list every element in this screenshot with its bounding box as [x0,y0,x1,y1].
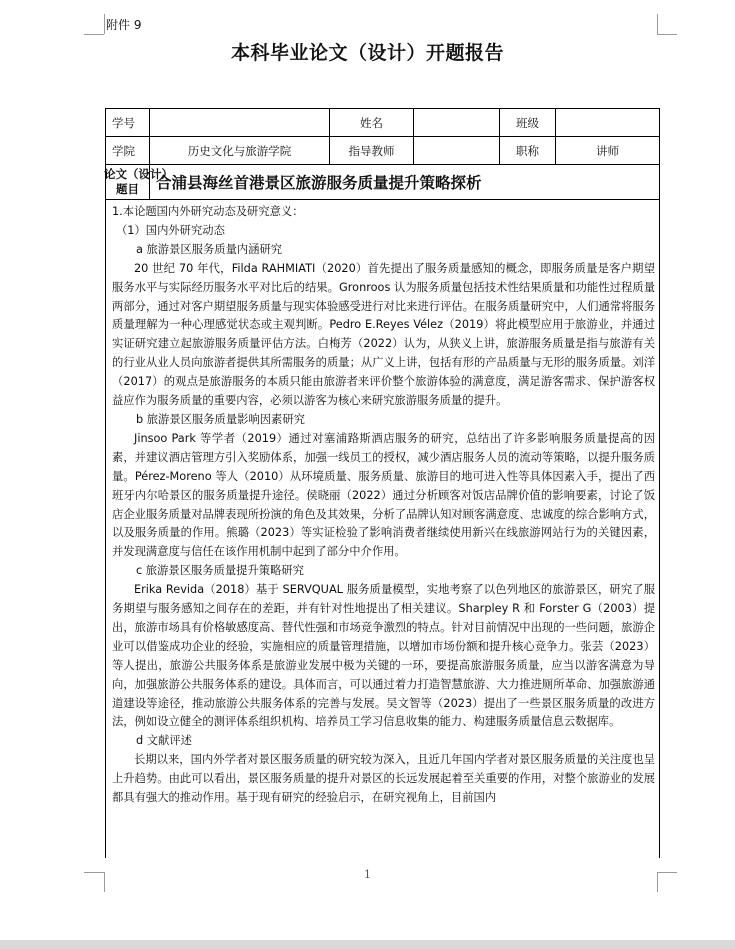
student-id-label: 学号 [106,109,150,137]
topic-label-line1: 论文（设计） [104,167,173,181]
advisor-value[interactable] [414,137,500,165]
name-value[interactable] [414,109,500,137]
attachment-label: 附件 9 [106,18,142,32]
class-label: 班级 [500,109,556,137]
topic-label-line2: 题目 [116,182,139,196]
advisor-label: 指导教师 [330,137,414,165]
research-content [106,199,659,808]
table-row [106,109,660,137]
paragraph-b: Jinsoo Park 等学者（2019）通过对塞浦路斯酒店服务的研究，总结出了许多影响服务质量提高的因素，并建议酒店管理方引入奖励体系，加强一线员工的授权，减少酒店服务人员的流动等策略，以提升服务质量。Pérez-Moreno 等人（2010）从环境质量、服务质量、旅游目的地可进入性等具体因素入手，提出了西班牙内尔哈景区的服务质量提升途径。侯晓丽（2022）通过分析顾客对饭店品牌价值的影响要素，讨论了饭店企业服务质量对品牌表现所扮演的角色及其效果，分析了品牌认知对顾客满意度、忠诚度的综合影响方式，以及服务质量的作用。熊璐（2023）等实证检验了影响消费者继续使用新兴在线旅游网站行为的关键因素，并发现满意度与信任在该作用机制中起到了部分中介作用。 [112,431,655,559]
class-value[interactable] [556,109,660,137]
subsection-heading: （1）国内外研究动态 [116,223,225,237]
topic-heading-b: b 旅游景区服务质量影响因素研究 [136,412,305,426]
report-title: 本科毕业论文（设计）开题报告 [230,42,504,64]
college-label: 学院 [106,137,150,165]
crop-mark [657,14,678,34]
title-value[interactable]: 讲师 [556,137,660,165]
name-label: 姓名 [330,109,414,137]
paragraph-c: Erika Revida（2018）基于 SERVQUAL 服务质量模型，实地考察了以色列地区的旅游景区，研究了服务期望与服务感知之间存在的差距，并有针对性地提出了相关建议。Sharpley R 和 Forster G（2003）提出，旅游市场具有价格敏感度高、替代性强和市场竞争激烈的特点。针对目前情况中出现的一些问题，旅游企业可以借鉴成功企业的经验，实施相应的质量管理措施，以增加市场份额和提升核心竞争力。张芸（2023）等人提出，旅游公共服务体系是旅游业发展中极为关键的一环，要提高旅游服务质量，应当以游客满意为导向，加强旅游公共服务体系的建设。具体而言，可以通过着力打造智慧旅游、大力推进厕所革命、加强旅游通道建设等途径，推动旅游公共服务体系的完善与发展。吴文智等（2023）提出了一些景区服务质量的改进方法，例如设立健全的测评体系组织机构、培养员工学习信息收集的能力、构建服务质量信息云数据库。 [112,583,655,729]
info-table [105,108,660,200]
student-id-value[interactable] [150,109,330,137]
paragraph-d: 长期以来，国内外学者对景区服务质量的研究较为深入，且近几年国内学者对景区服务质量的关注度也呈上升趋势。由此可以看出，景区服务质量的提升对景区的长远发展起着至关重要的作用，对整个旅游业的发展都具有强大的推动作用。基于现有研究的经验启示，在研究视角上，目前国内 [112,753,655,805]
college-value[interactable]: 历史文化与旅游学院 [150,137,330,165]
topic-heading-c: c 旅游景区服务质量提升策略研究 [136,564,304,578]
topic-value[interactable]: 合浦县海丝首港景区旅游服务质量提升策略探析 [150,165,660,200]
page-number: 1 [364,868,371,881]
paragraph-a: 20 世纪 70 年代，Filda RAHMIATI（2020）首先提出了服务质量感知的概念，即服务质量是客户期望服务水平与实际经历服务水平对比后的结果。Gronroos 认为服务质量包括技术性结果质量和功能性过程质量两部分，通过对客户期望服务质量与现实体验感受进行对比来进行评估。在服务质量研究中，人们通常将服务质量理解为一种心理感觉状态或主观判断。Pedro E.Reyes Vélez（2019）将此模型应用于旅游业，并通过实证研究建立起旅游服务质量评估方法。白梅芳（2022）认为，从狭义上讲，旅游服务质量是指与旅游有关的行业从业人员向旅游者提供其所需服务的质量；从广义上讲，包括有形的产品质量与无形的服务质量。刘洋（2017）的观点是旅游服务的本质只能由旅游者来评价整个旅游体验的满意度，满足游客需求、保护游客权益应作为服务质量的重要内容，必须以游客为核心来研究旅游服务质量的提升。 [112,261,655,408]
section-heading: 1.本论题国内外研究动态及研究意义： [112,205,304,218]
topic-label [104,165,173,200]
table-row [106,137,660,165]
title-label: 职称 [500,137,556,165]
topic-heading-d: d 文献评述 [136,734,192,748]
crop-mark [657,34,677,35]
crop-mark [84,14,105,34]
research-content-box[interactable] [105,199,660,858]
topic-heading-a: a 旅游景区服务质量内涵研究 [136,242,283,256]
crop-mark [84,34,104,35]
table-row [106,165,660,200]
page-gutter [0,940,735,949]
